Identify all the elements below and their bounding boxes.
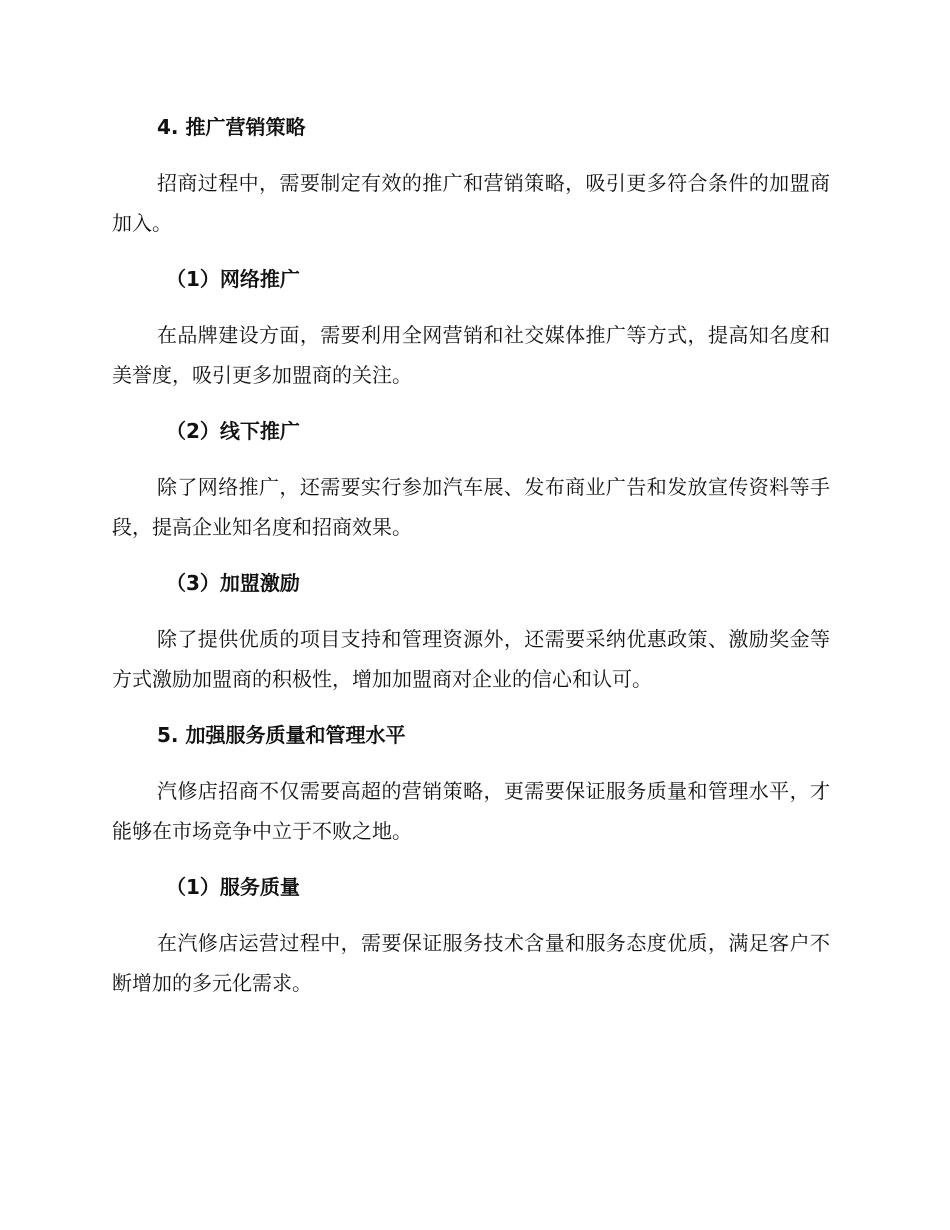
section-4-item-1-paragraph: 在品牌建设方面，需要利用全网营销和社交媒体推广等方式，提高知名度和美誉度，吸引更多加盟商的关注。 bbox=[112, 323, 830, 387]
section-5-heading: 5. 加强服务质量和管理水平 bbox=[157, 723, 406, 747]
section-4-item-3-paragraph: 除了提供优质的项目支持和管理资源外，还需要采纳优惠政策、激励奖金等方式激励加盟商的积极性，增加加盟商对企业的信心和认可。 bbox=[112, 627, 830, 691]
section-5-item-1-paragraph: 在汽修店运营过程中，需要保证服务技术含量和服务态度优质，满足客户不断增加的多元化需求。 bbox=[112, 931, 830, 995]
section-5-item-1-heading: （1）服务质量 bbox=[166, 875, 300, 899]
section-4-item-1-heading: （1）网络推广 bbox=[166, 267, 300, 291]
section-4-heading: 4. 推广营销策略 bbox=[157, 115, 306, 139]
section-5-intro-paragraph: 汽修店招商不仅需要高超的营销策略，更需要保证服务质量和管理水平，才能够在市场竞争中立于不败之地。 bbox=[112, 779, 830, 843]
section-4-item-3-heading: （3）加盟激励 bbox=[166, 571, 300, 595]
section-4-item-2-heading: （2）线下推广 bbox=[166, 419, 300, 443]
section-4-item-2-paragraph: 除了网络推广，还需要实行参加汽车展、发布商业广告和发放宣传资料等手段，提高企业知名度和招商效果。 bbox=[112, 475, 830, 539]
section-4-intro-paragraph: 招商过程中，需要制定有效的推广和营销策略，吸引更多符合条件的加盟商加入。 bbox=[112, 171, 830, 235]
